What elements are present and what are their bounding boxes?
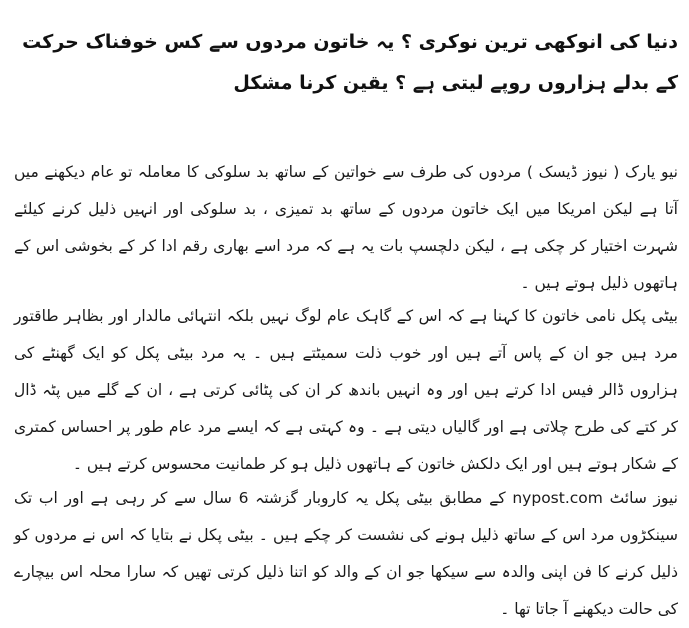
- article-paragraph-1: نیو یارک ( نیوز ڈیسک ) مردوں کی طرف سے خواتین کے ساتھ بد سلوکی کا معاملہ تو عام دیکھنے میں آتا ہے لیکن امریکا میں ایک خاتون مردوں کے ساتھ بد تمیزی ، بد سلوکی اور انہیں ذلیل کرنے کیلئے شہرت اختیار کر چکی ہے ، لیکن دلچسپ بات یہ ہے کہ مرد اسے بھاری رقم ادا کر کے بخوشی اس کے ہاتھوں ذلیل ہوتے ہیں ۔: [14, 163, 678, 292]
- article-headline: دنیا کی انوکھی ترین نوکری ؟ یہ خاتون مردوں سے کس خوفناک حرکت کے بدلے ہزاروں روپے لیتی ہے ؟ یقین کرنا مشکل: [22, 31, 678, 94]
- article-paragraph-3: نیوز سائٹ nypost.com کے مطابق بیٹی پکل یہ کاروبار گزشتہ 6 سال سے کر رہی ہے اور اب تک سینکڑوں مرد اس کے ساتھ ذلیل ہونے کی نشست کر چکے ہیں ۔ بیٹی پکل نے بتایا کہ اس نے مردوں کو ذلیل کرنے کا فن اپنی والدہ سے سیکھا جو ان کے والد کو اتنا ذلیل کرتی تھیں کہ سارا محلہ اس بیچارے کی حالت دیکھنے آ جاتا تھا ۔: [14, 489, 678, 618]
- article-paragraph-2: بیٹی پکل نامی خاتون کا کہنا ہے کہ اس کے گاہک عام لوگ نہیں بلکہ انتہائی مالدار اور بظاہر طاقتور مرد ہیں جو ان کے پاس آتے ہیں اور خوب ذلت سمیٹتے ہیں ۔ یہ مرد بیٹی پکل کو ایک گھنٹے کی ہزاروں ڈالر فیس ادا کرتے ہیں اور وہ انہیں باندھ کر ان کی پٹائی کرتی ہے ، ان کے گلے میں پٹہ ڈال کر کتے کی طرح چلاتی ہے اور گالیاں دیتی ہے ۔ وہ کہتی ہے کہ ایسے مرد عام طور پر احساس کمتری کے شکار ہوتے ہیں اور ایک دلکش خاتون کے ہاتھوں ذلیل ہو کر طمانیت محسوس کرتے ہیں ۔: [14, 307, 678, 473]
- article: [14, 0, 678, 618]
